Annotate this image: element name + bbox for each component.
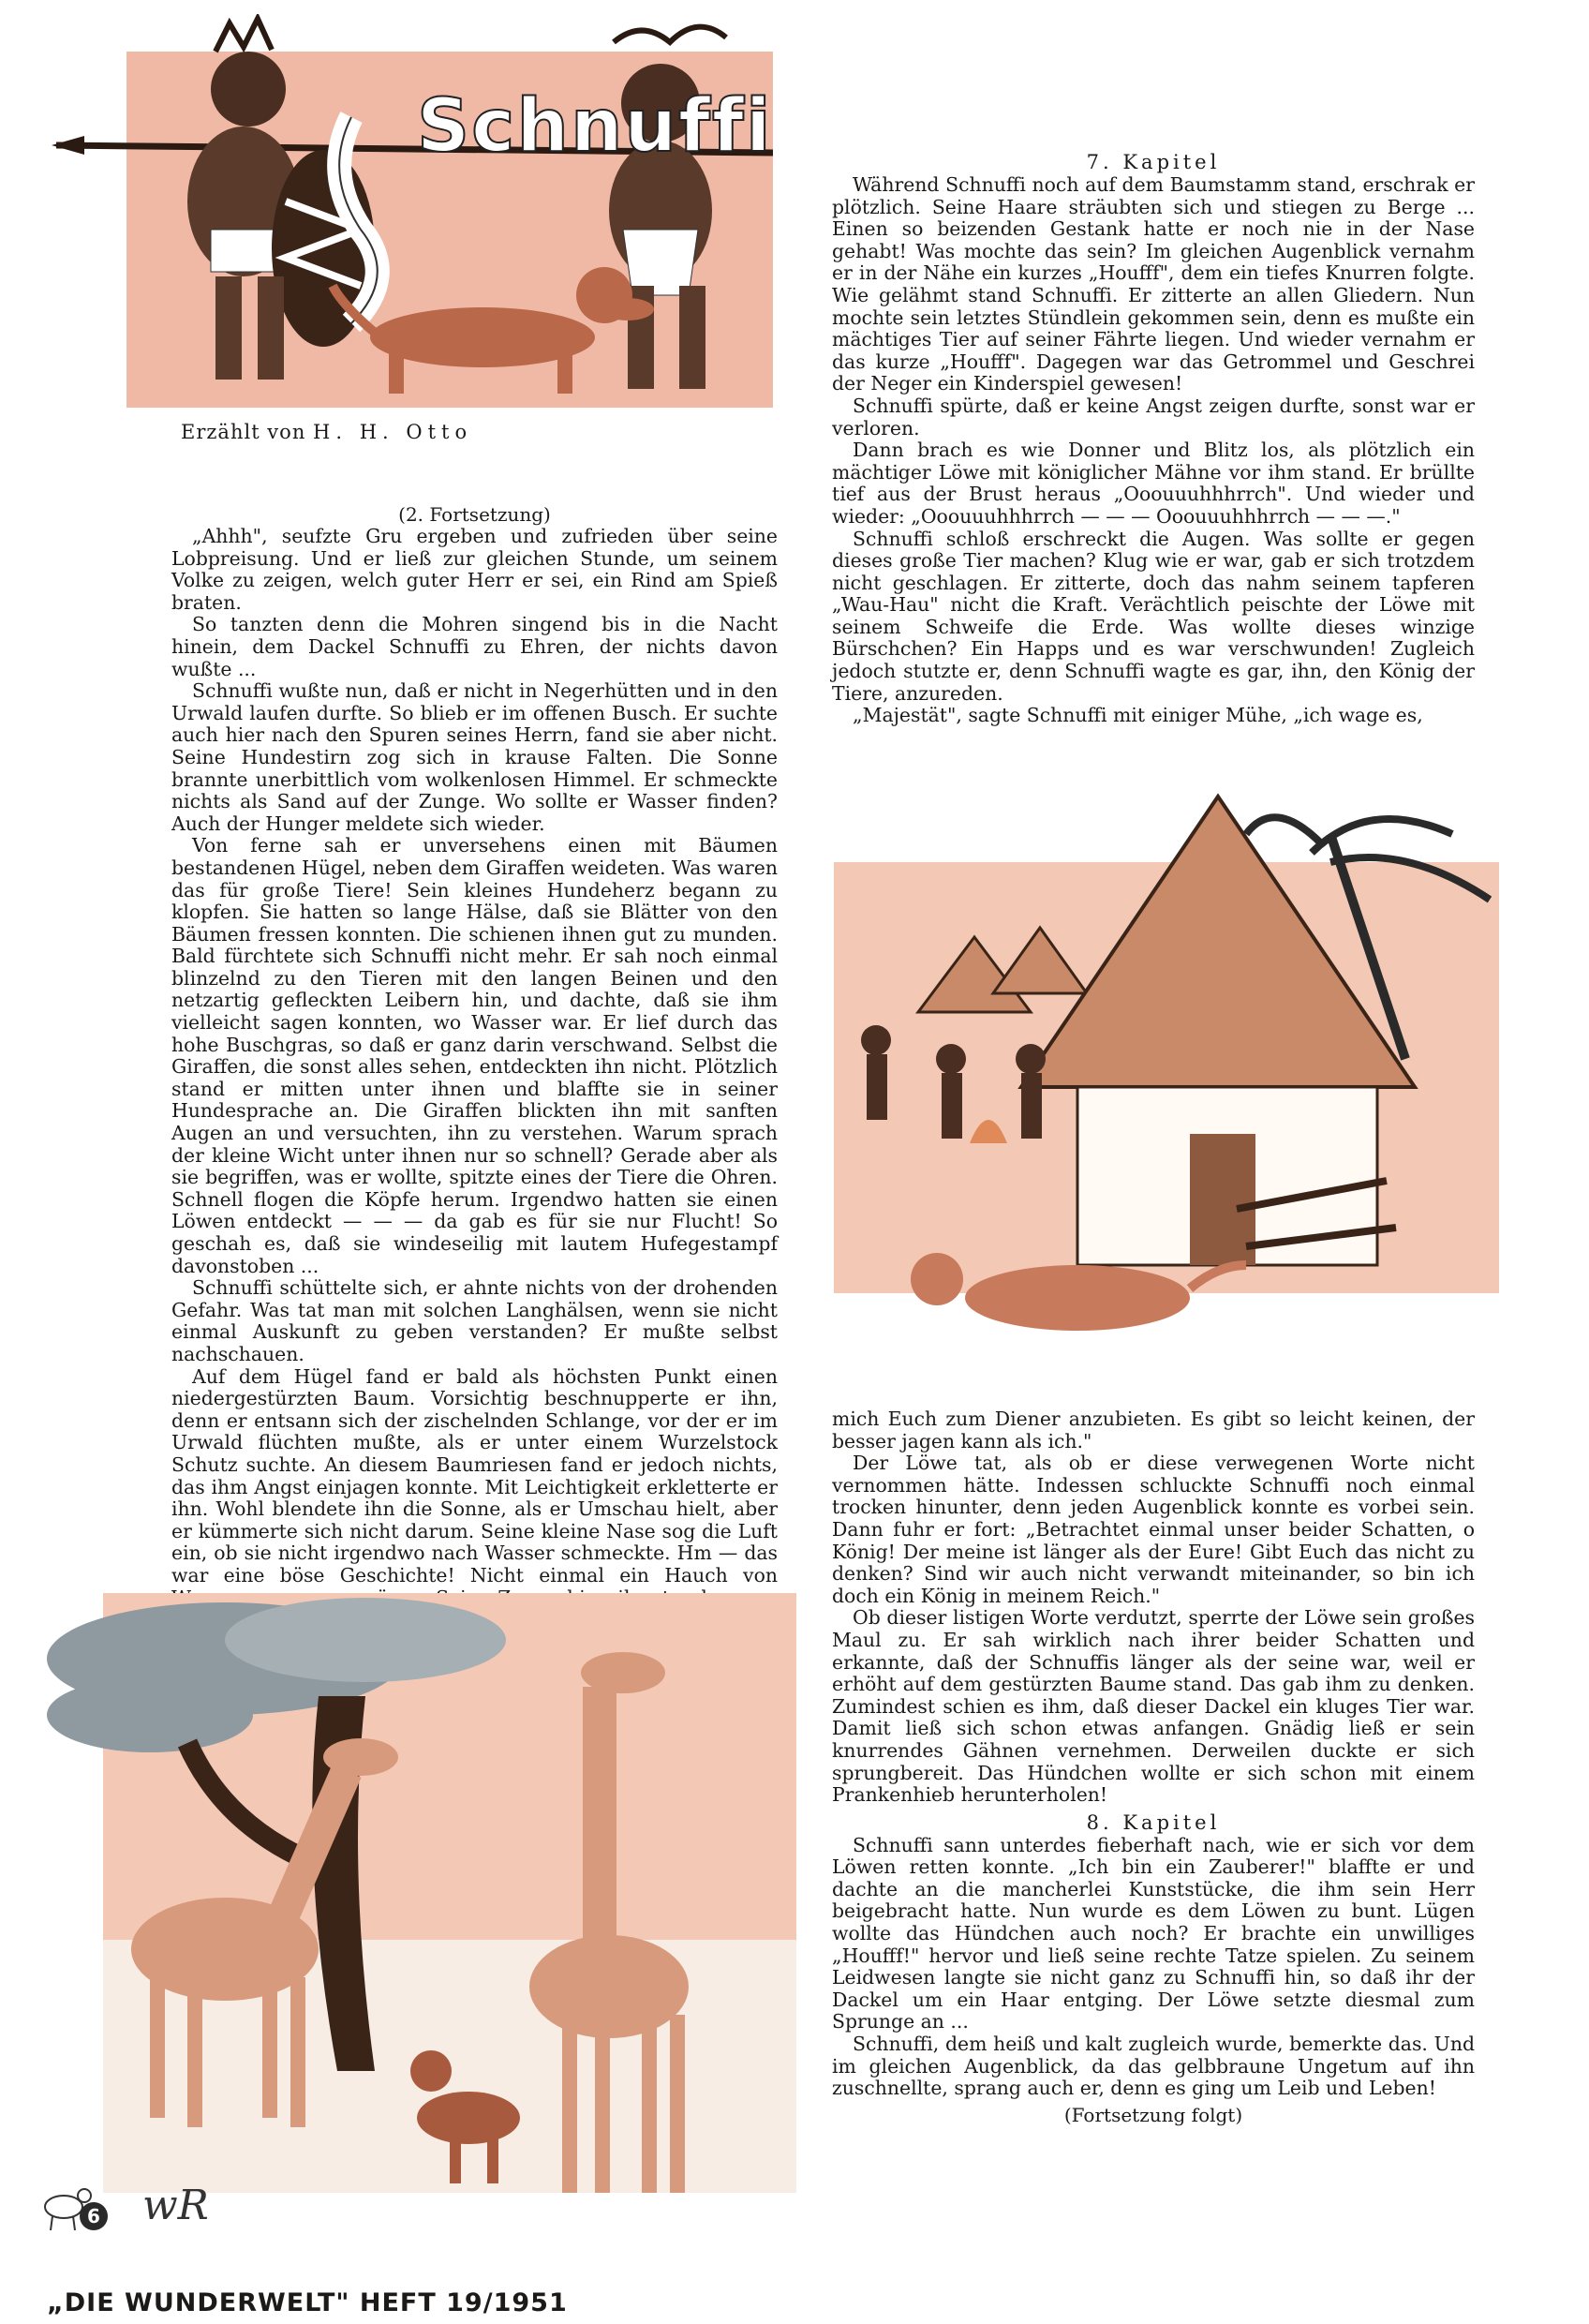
continued-note: (Fortsetzung folgt) [1063,2103,1243,2126]
paragraph: Von ferne sah er unversehens einen mit Bäumen bestandenen Hügel, neben dem Giraffen weideten. Was waren das für große Tiere! Sein kleines Hundeherz begann zu klopfen. Sie hatten so lange Hälse, daß sie Blätter von den Bäumen fressen konnten. Die schienen ihnen gut zu munden. Bald fürchtete sich Schnuffi nicht mehr. Er sah noch einmal blinzelnd zu den Tieren mit den langen Beinen und den netzartig gefleckten Leibern hin, und dachte, daß sie ihm vielleicht sagen konnten, wo Wasser war. Er lief durch das hohe Buschgras, so daß er ganz darin verschwand. Selbst die Giraffen, die sonst alles sehen, entdeckten ihn nicht. Plötzlich stand er mitten unter ihnen und blaffte sie in seiner Hundesprache an. Die Giraffen blickten ihn mit sanften Augen an und versuchten, ihn zu verstehen. Warum sprach der kleine Wicht unter ihnen nur so schnell? Gerade aber als sie begriffen, was er wollte, spitzte eines der Tiere die Ohren. Schnell flogen die Köpfe herum. Irgendwo hatten sie einen Löwen entdeckt — — — da gab es für sie nur Flucht! So geschah es, daß sie windeseilig mit lautem Hufegestampf davonstoben ... [171,834,778,1277]
hut-illustration [806,778,1499,1378]
header-illustration [52,14,782,408]
page-number: 6 [80,2202,108,2230]
continuation-label: (2. Fortsetzung) [398,503,551,526]
left-column [171,503,778,1653]
credit-prefix: Erzählt von [181,421,306,443]
giraffe-illustration [37,1584,824,2230]
paragraph: Schnuffi schüttelte sich, er ahnte nichts von der drohenden Gefahr. Was tat man mit solchen Langhälsen, wenn sie nicht einmal Auskunft zu geben verstanden? Er mußte selbst nachschauen. [171,1276,778,1365]
paragraph: Schnuffi schloß erschreckt die Augen. Was sollte er gegen dieses große Tier machen? Klug wie er war, gab er sich trotzdem nicht geschlagen. Er zitterte, doch das nahm seinem tapferen „Wau-Hau" nicht die Kraft. Verächtlich peischte der Löwe mit seinem Schweife die Erde. Was wollte dieses winzige Bürschchen? Ein Happs und es war verschwunden! Zugleich jedoch stutzte er, denn Schnuffi wagte es gar, ihn, den König der Tiere, anzureden. [832,527,1475,705]
paragraph: „Ahhh", seufzte Gru ergeben und zufrieden über seine Lobpreisung. Und er ließ zur gleichen Stunde, um seinem Volke zu zeigen, welch guter Herr er sei, ein Rind am Spieß braten. [171,525,778,614]
paragraph: Ob dieser listigen Worte verdutzt, sperrte der Löwe sein großes Maul zu. Er sah wirklich nach ihrer beider Schatten und erkannte, daß der Schnuffis länger als der seine war, weil er erhöht auf dem gestürzten Baume stand. Das gab ihm zu denken. Zumindest schien es ihm, daß dieser Dackel ein kluges Tier war. Damit ließ sich schon etwas anfangen. Gnädig ließ er sein knurrendes Gähnen vernehmen. Derweilen duckte er sich sprungbereit. Das Hündchen wollte er sich schon mit einem Prankenhieb herunterholen! [832,1606,1475,1807]
paragraph: Schnuffi spürte, daß er keine Angst zeigen durfte, sonst war er verloren. [832,394,1475,439]
paragraph: Der Löwe tat, als ob er diese verwegenen Worte nicht vernommen hätte. Indessen schluckte Schnuffi noch einmal trocken hinunter, denn jeden Augenblick konnte es vorbei sein. Dann fuhr er fort: „Betrachtet einmal unser beider Schatten, o König! Der meine ist länger als der Eure! Gibt Euch das nicht zu denken? Sind wir auch nicht verwandt miteinander, so bin ich doch ein König in meinem Reich." [832,1452,1475,1607]
paragraph: Während Schnuffi noch auf dem Baumstamm stand, erschrak er plötzlich. Seine Haare sträubten sich und stiegen zu Berge ... Einen so beizenden Gestank hatte er noch nie in der Nase gehabt! Was mochte das sein? Im gleichen Augenblick vernahm er in der Nähe ein kurzes „Houfff", dem ein tiefes Knurren folgte. Wie gelähmt stand Schnuffi. Er zitterte an allen Gliedern. Nun mochte sein letztes Stündlein gekommen sein, denn es mußte ein mächtiges Tier auf seiner Fährte liegen. Und wieder vernahm er das kurze „Houfff". Dagegen war das Getrommel und Geschrei der Neger ein Kinderspiel gewesen! [832,173,1475,395]
illustrator-signature: wR [142,2182,209,2229]
author-credit [181,421,472,443]
footer-publication: „DIE WUNDERWELT" HEFT 19/1951 [47,2288,568,2317]
paragraph: „Majestät", sagte Schnuffi mit einiger Mühe, „ich wage es, [853,704,1423,727]
paragraph: Auf dem Hügel fand er bald als höchsten Punkt einen niedergestürzten Baum. Vorsichtig beschnupperte er ihn, denn er entsann sich der zischelnden Schlange, vor der er im Urwald flüchten mußte, als er unter einem Wurzelstock Schutz suchte. An diesem Baumriesen fand er jedoch nichts, das ihm Angst einjagen konnte. Mit Leichtigkeit erkletterte er ihn. Wohl blendete ihn die Sonne, als er Umschau hielt, aber er kümmerte sich nicht darum. Seine kleine Nase sog die Luft ein, ob sie nicht irgendwo nach Wasser schmeckte. Hm — das war eine böse Geschichte! Nicht einmal ein Hauch von [171,1364,778,1587]
paragraph: Dann brach es wie Donner und Blitz los, als plötzlich ein mächtiger Löwe mit königlicher Mähne vor ihm stand. Er brüllte tief aus der Brust heraus „Ooouuuhhhrrch". Und wieder und wieder: „Ooouuuhhhrrch — — — Ooouuuhhhrrch — — —." [832,439,1475,528]
right-column-bottom [832,1408,1475,2126]
paragraph: Schnuffi sann unterdes fieberhaft nach, wie er sich vor dem Löwen retten konnte. „Ich bin ein Zauberer!" blaffte er und dachte an die mancherlei Kunststücke, die ihm sein Herr beigebracht hatte. Nun wurde es dem Löwen zu bunt. Lügen wollte das Hündchen auch noch? Er brachte ein unwilliges „Houfff!" hervor und ließ seine rechte Tatze spielen. Zu seinem Leidwesen langte sie nicht ganz zu Schnuffi hin, so daß ihr der Dackel um ein Haar entging. Der Löwe setzte diesmal zum Sprunge an ... [832,1833,1475,2034]
paragraph: Schnuffi wußte nun, daß er nicht in Negerhütten und in den Urwald laufen durfte. So blieb er im offenen Busch. Er suchte auch hier nach den Spuren seines Herrn, fand sie aber nicht. Seine Hundestirn zog sich in krause Falten. Die Sonne brannte unerbittlich vom wolkenlosen Himmel. Er schmeckte nichts als Sand auf der Zunge. Wo sollte er Wasser finden? Auch der Hunger meldete sich wieder. [171,679,778,835]
paragraph: Schnuffi, dem heiß und kalt zugleich wurde, bemerkte das. Und im gleichen Augenblick, da das gelbbraune Ungetum auf ihn zuschnellte, sprang auch er, denn es ging um Leib und Leben! [832,2033,1475,2100]
paragraph: mich Euch zum Diener anzubieten. Es gibt so leicht keinen, der besser jagen kann als ich." [832,1408,1475,1452]
chapter-heading: 7. Kapitel [1086,151,1221,173]
header-logo-text: Schnuffi [417,84,773,169]
right-column-top [832,150,1475,727]
chapter-heading: 8. Kapitel [1086,1810,1221,1834]
credit-author: H. H. Otto [313,421,473,443]
paragraph: So tanzten denn die Mohren singend bis in die Nacht hinein, dem Dackel Schnuffi zu Ehren, der nichts davon wußte ... [171,613,778,680]
